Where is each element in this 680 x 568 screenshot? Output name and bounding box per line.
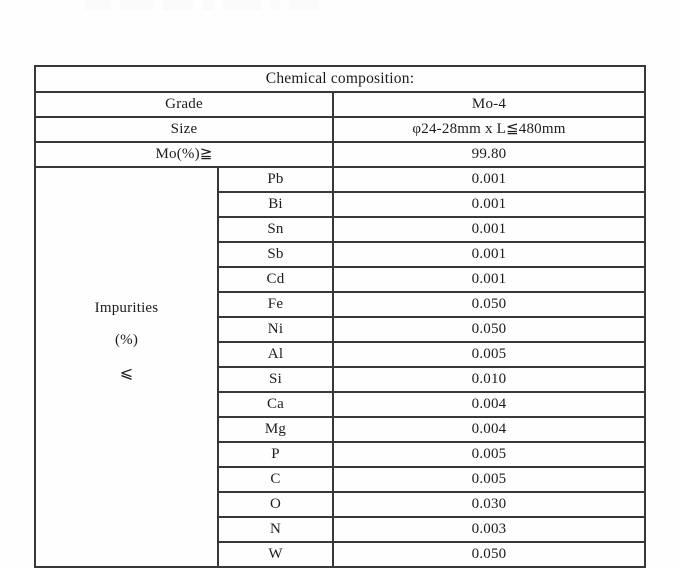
- value-cell: 0.004: [333, 392, 645, 417]
- size-value: φ24-28mm x L≦480mm: [333, 117, 645, 142]
- mo-purity-label: Mo(%)≧: [35, 142, 333, 167]
- grade-value: Mo-4: [333, 92, 645, 117]
- element-cell: N: [218, 517, 333, 542]
- value-cell: 0.001: [333, 242, 645, 267]
- value-cell: 0.005: [333, 342, 645, 367]
- value-cell: 0.003: [333, 517, 645, 542]
- value-cell: 0.030: [333, 492, 645, 517]
- value-cell: 0.005: [333, 442, 645, 467]
- element-cell: Si: [218, 367, 333, 392]
- impurities-label: Impurities: [94, 299, 159, 316]
- element-cell: Cd: [218, 267, 333, 292]
- value-cell: 0.001: [333, 217, 645, 242]
- element-cell: Bi: [218, 192, 333, 217]
- value-cell: 0.050: [333, 542, 645, 567]
- value-cell: 0.005: [333, 467, 645, 492]
- element-cell: Ca: [218, 392, 333, 417]
- grade-label: Grade: [35, 92, 333, 117]
- size-label: Size: [35, 117, 333, 142]
- value-cell: 0.001: [333, 192, 645, 217]
- value-cell: 0.050: [333, 317, 645, 342]
- less-equal-symbol: ⩽: [119, 364, 134, 382]
- value-cell: 0.001: [333, 167, 645, 192]
- element-cell: Mg: [218, 417, 333, 442]
- title-row: [35, 66, 645, 92]
- grade-row: [35, 92, 645, 117]
- value-cell: 0.010: [333, 367, 645, 392]
- value-cell: 0.004: [333, 417, 645, 442]
- element-cell: P: [218, 442, 333, 467]
- impurity-row: [35, 167, 645, 192]
- element-cell: Pb: [218, 167, 333, 192]
- element-cell: Sb: [218, 242, 333, 267]
- value-cell: 0.050: [333, 292, 645, 317]
- chemical-composition-table: [34, 65, 646, 568]
- impurities-label-cell: [35, 167, 218, 567]
- element-cell: Ni: [218, 317, 333, 342]
- element-cell: C: [218, 467, 333, 492]
- mo-purity-value: 99.80: [333, 142, 645, 167]
- element-cell: Al: [218, 342, 333, 367]
- size-row: [35, 117, 645, 142]
- element-cell: W: [218, 542, 333, 567]
- faint-watermark: [85, 0, 320, 12]
- impurities-unit-label: (%): [114, 332, 139, 349]
- value-cell: 0.001: [333, 267, 645, 292]
- table-title: Chemical composition:: [35, 66, 645, 92]
- element-cell: Fe: [218, 292, 333, 317]
- mo-purity-row: [35, 142, 645, 167]
- element-cell: Sn: [218, 217, 333, 242]
- element-cell: O: [218, 492, 333, 517]
